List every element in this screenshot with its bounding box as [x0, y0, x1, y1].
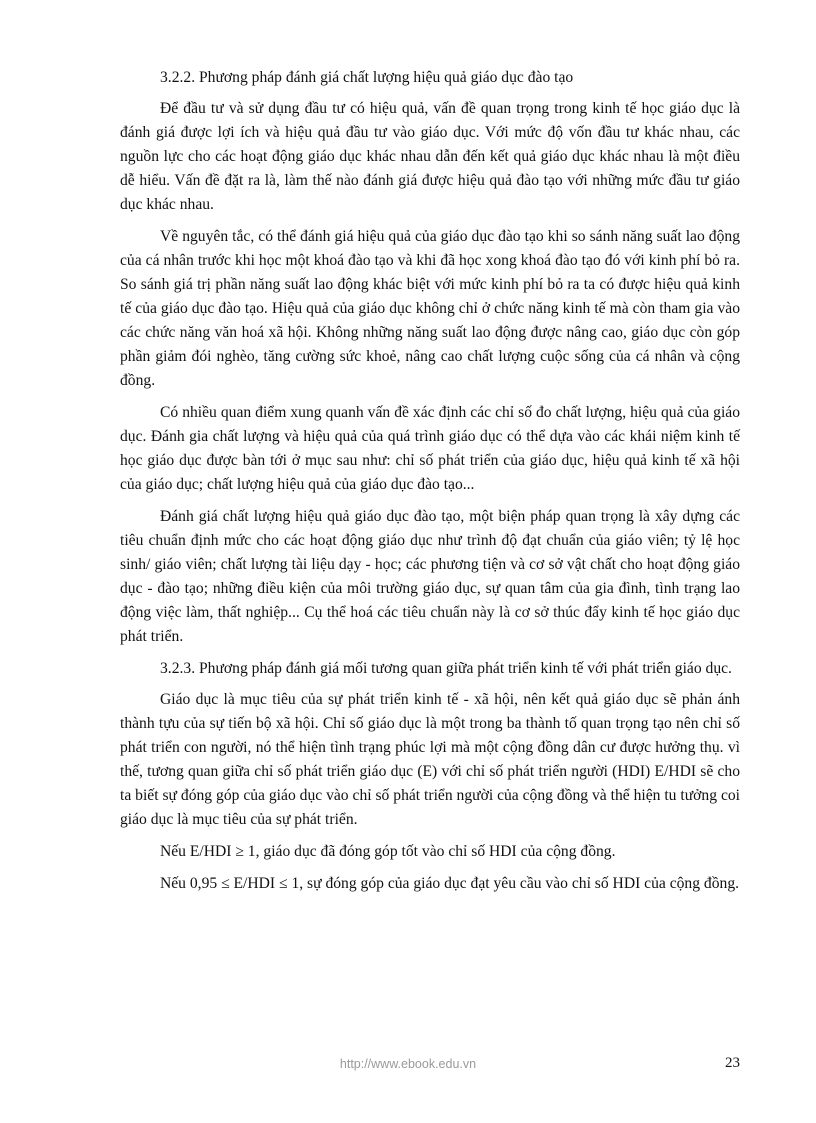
paragraph: Về nguyên tắc, có thể đánh giá hiệu quả của giáo dục đào tạo khi so sánh năng suất lao động của cá nhân trước khi học một khoá đào tạo và khi đã học xong khoá đào tạo đó với kinh phí bỏ ra. So sánh giá trị phần năng suất lao động khác biệt với mức kinh phí bỏ ra ta có được hiệu quả kinh tế của giáo dục đào tạo. Hiệu quả của giáo dục không chỉ ở chức năng kinh tế mà còn tham gia vào các chức năng văn hoá xã hội. Không những năng suất lao động được nâng cao, giáo dục còn góp phần giảm đói nghèo, tăng cường sức khoẻ, nâng cao chất lượng cuộc sống của cá nhân và cộng đồng.: [120, 228, 740, 389]
paragraph: Có nhiều quan điểm xung quanh vấn đề xác định các chỉ số đo chất lượng, hiệu quả của giáo dục. Đánh gia chất lượng và hiệu quả của quá trình giáo dục có thể dựa vào các khái niệm kinh tế học giáo dục được bàn tới ở mục sau như: chỉ số phát triển của giáo dục, hiệu quả kinh tế xã hội của giáo dục; chất lượng hiệu quả của giáo dục đào tạo...: [120, 404, 740, 493]
paragraph: Giáo dục là mục tiêu của sự phát triển kinh tế - xã hội, nên kết quả giáo dục sẽ phản ánh thành tựu của sự tiến bộ xã hội. Chỉ số giáo dục là một trong ba thành tố quan trọng tạo nên chỉ số phát triển con người, nó thể hiện tình trạng phúc lợi mà một cộng đồng dân cư được hưởng thụ. vì thế, tương quan giữa chỉ số phát triển giáo dục (E) với chỉ số phát triển người (HDI) E/HDI sẽ cho ta biết sự đóng góp của giáo dục vào chỉ số phát triển người của cộng đồng và thể hiện tu tưởng coi giáo dục là mục tiêu của sự phát triển.: [120, 691, 740, 828]
footer-url[interactable]: http://www.ebook.edu.vn: [339, 1057, 477, 1071]
paragraph: Nếu 0,95 ≤ E/HDI ≤ 1, sự đóng góp của giáo dục đạt yêu cầu vào chỉ số HDI của cộng đồng.: [160, 875, 740, 892]
paragraph: Đánh giá chất lượng hiệu quả giáo dục đào tạo, một biện pháp quan trọng là xây dựng các tiêu chuẩn định mức cho các hoạt động giáo dục như trình độ đạt chuẩn của giáo viên; tỷ lệ học sinh/ giáo viên; chất lượng tài liệu dạy - học; các phương tiện và cơ sở vật chất cho hoạt động giáo dục - đào tạo; những điều kiện của môi trường giáo dục, sự quan tâm của gia đình, tình trạng lao động việc làm, thất nghiệp... Cụ thể hoá các tiêu chuẩn này là cơ sở thúc đẩy kinh tế học giáo dục phát triển.: [120, 508, 740, 645]
page-number: 23: [725, 1055, 740, 1071]
paragraph: Để đầu tư và sử dụng đầu tư có hiệu quả, vấn đề quan trọng trong kinh tế học giáo dục là đánh giá được lợi ích và hiệu quả đầu tư vào giáo dục. Với mức độ vốn đầu tư khác nhau, các nguồn lực cho các hoạt động giáo dục khác nhau dẫn đến kết quả giáo dục khác nhau là một điều dễ hiểu. Vấn đề đặt ra là, làm thế nào đánh giá được hiệu quả đào tạo với những mức đầu tư giáo dục khác nhau.: [120, 100, 740, 213]
section-heading-3-2-2: 3.2.2. Phương pháp đánh giá chất lượng hiệu quả giáo dục đào tạo: [160, 69, 574, 86]
page-body: [120, 66, 740, 904]
section-heading-3-2-3: 3.2.3. Phương pháp đánh giá mối tương quan giữa phát triển kinh tế với phát triển giáo dục.: [160, 660, 732, 677]
paragraph: Nếu E/HDI ≥ 1, giáo dục đã đóng góp tốt vào chỉ số HDI của cộng đồng.: [160, 843, 616, 860]
